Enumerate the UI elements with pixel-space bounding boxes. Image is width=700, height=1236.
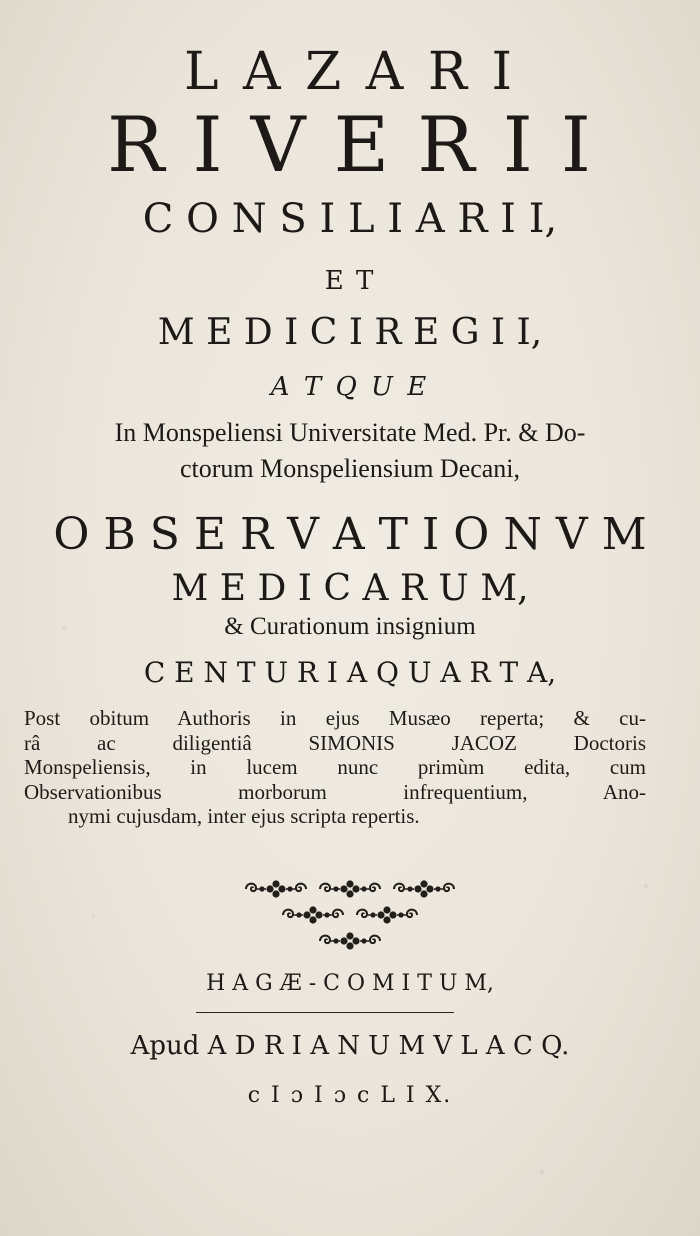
description-paragraph	[24, 706, 646, 829]
imprint-place: H A G Æ - C O M I T U M,	[206, 971, 494, 996]
conjunction-et: E T	[324, 266, 376, 296]
ornament-row	[0, 878, 700, 902]
conjunction-atque: A T Q U E	[270, 372, 430, 402]
fleuron-icon	[279, 904, 347, 926]
work-title-centuria-quarta: C E N T U R I A Q U A R T A,	[143, 656, 557, 689]
university-line-1: In Monspeliensi Universitate Med. Pr. & Do-	[114, 418, 586, 447]
author-surname: R I V E R I I	[107, 100, 593, 189]
university-line-2: ctorum Monspeliensium Decani,	[179, 454, 521, 483]
imprint-publisher: Apud A D R I A N U M V L A C Q.	[130, 1031, 570, 1061]
ornament-row	[0, 930, 700, 954]
fleuron-icon	[242, 878, 310, 900]
fleuron-icon	[353, 904, 421, 926]
description-line: Observationibus morborum infrequentium, Ano-	[24, 779, 646, 804]
fleuron-icon	[316, 930, 384, 952]
work-title-observationum: O B S E R V A T I O N V M	[53, 509, 647, 560]
imprint-year: c I ɔ I ɔ c L I X.	[247, 1083, 453, 1108]
fleuron-icon	[316, 878, 384, 900]
work-subtitle-curationum: & Curationum insignium	[224, 613, 476, 640]
author-first-name: L A Z A R I	[183, 42, 517, 102]
description-line: râ ac diligentiâ SIMONIS JACOZ Doctoris	[24, 730, 646, 755]
description-line: Post obitum Authoris in ejus Musæo reperta; & cu-	[24, 706, 646, 730]
printers-ornament	[0, 878, 700, 956]
fleuron-icon	[390, 878, 458, 900]
ornament-row	[0, 904, 700, 928]
imprint-rule	[196, 1012, 454, 1013]
author-title-medici-regii: M E D I C I R E G I I,	[157, 312, 543, 353]
paper-spot	[540, 1170, 544, 1174]
author-title-consiliarii: C O N S I L I A R I I,	[142, 196, 558, 242]
work-title-medicarum: M E D I C A R U M,	[171, 568, 529, 609]
description-line: nymi cujusdam, inter ejus scripta repertis.	[68, 804, 420, 828]
description-line: Monspeliensis, in lucem nunc primùm edita, cum	[24, 755, 646, 779]
